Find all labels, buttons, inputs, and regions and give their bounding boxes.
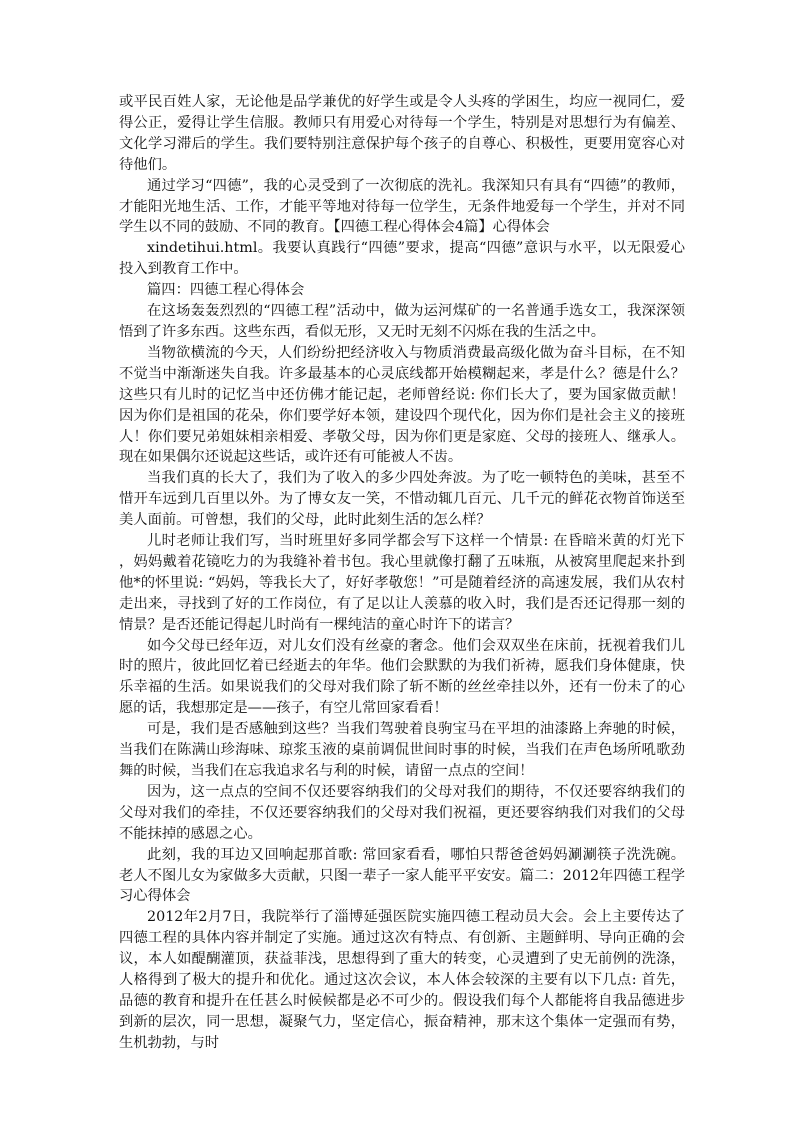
paragraph-10: 可是，我们是否感触到这些？当我们驾驶着良驹宝马在平坦的油漆路上奔驰的时候，当我们在陈满山珍海味、琼浆玉液的桌前调侃世间时事的时候，当我们在声色场所吼歌劲舞的时候，当我们在忘我追求名与利的时候，请留一点点的空间！ (119, 721, 685, 779)
paragraph-11: 因为，这一点点的空间不仅还要容纳我们的父母对我们的期待，不仅还要容纳我们的父母对我们的牵挂，不仅还要容纳我们的父母对我们祝福，更还要容纳我们对我们的父母不能抹掉的感恩之心。 (119, 783, 685, 842)
document-page (119, 92, 685, 1054)
paragraph-3: xindetihui.html。我要认真践行“四德”要求，提高“四德”意识与水平，以无限爱心投入到教育工作中。 (119, 240, 685, 278)
section-heading: 篇四：四德工程心得体会 (147, 282, 305, 299)
paragraph-12: 此刻，我的耳边又回响起那首歌: 常回家看看，哪怕只帮爸爸妈妈涮涮筷子洗洗碗。老人不图儿女为家做多大贡献，只图一辈子一家人能平平安安。篇二：2012年四德工程学习心得体会 (119, 846, 685, 905)
paragraph-6: 当物欲横流的今天，人们纷纷把经济收入与物质消费最高级化做为奋斗目标，在不知不觉当中渐渐迷失自我。许多最基本的心灵底线都开始模糊起来，孝是什么？德是什么？这些只有儿时的记忆当中还仿佛才能记起，老师曾经说: 你们长大了，要为国家做贡献！因为你们是祖国的花朵，你们要学好本领，建设四个现代化，因为你们是社会主义的接班人！你们要兄弟姐妹相亲相爱、孝敬父母，因为你们更是家庭、父母的接班人、继承人。现在如果偶尔还说起这些话，或许还有可能被人不齿。 (119, 344, 685, 466)
paragraph-8: 儿时老师让我们写，当时班里好多同学都会写下这样一个情景: 在昏暗米黄的灯光下，妈妈戴着花镜吃力的为我缝补着书包。我心里就像打翻了五味瓶，从被窝里爬起来扑到他*的怀里说: “妈妈，等我长大了，好好孝敬您！”可是随着经济的高速发展，我们从农村走出来，寻找到了好的工作岗位，有了足以让人羡慕的收入时，我们是否还记得那一刻的情景？是否还能记得起儿时尚有一棵纯洁的童心时许下的诺言？ (119, 533, 685, 633)
paragraph-2: 通过学习“四德”，我的心灵受到了一次彻底的洗礼。我深知只有具有“四德”的教师，才能阳光地生活、工作，才能平等地对待每一位学生，无条件地爱每一个学生，并对不同学生以不同的鼓励、不同的教育。【四德工程心得体会4篇】心得体会 (119, 177, 685, 236)
paragraph-1: 或平民百姓人家，无论他是品学兼优的好学生或是令人头疼的学困生，均应一视同仁，爱得公正，爱得让学生信服。教师只有用爱心对待每一个学生，特别是对思想行为有偏差、文化学习滞后的学生。我们要特别注意保护每个孩子的自尊心、积极性，更要用宽容心对待他们。 (119, 94, 685, 173)
paragraph-7: 当我们真的长大了，我们为了收入的多少四处奔波。为了吃一顿特色的美味，甚至不惜开车远到几百里以外。为了博女友一笑，不惜动辄几百元、几千元的鲜花衣物首饰送至美人面前。可曾想，我们的父母，此时此刻生活的怎么样？ (119, 470, 685, 529)
paragraph-9: 如今父母已经年迈，对儿女们没有丝豪的奢念。他们会双双坐在床前，抚视着我们儿时的照片，彼此回忆着已经逝去的年华。他们会默默的为我们祈祷，愿我们身体健康，快乐幸福的生活。如果说我们的父母对我们除了斩不断的丝丝牵挂以外，还有一份未了的心愿的话，我想那定是——孩子，有空儿常回家看看！ (119, 637, 685, 717)
paragraph-5: 在这场轰轰烈烈的“四德工程”活动中，做为运河煤矿的一名普通手选女工，我深深领悟到了许多东西。这些东西，看似无形，又无时无刻不闪烁在我的生活之中。 (119, 303, 685, 340)
paragraph-13: 2012年2月7日，我院举行了淄博延强医院实施四德工程动员大会。会上主要传达了四德工程的具体内容并制定了实施。通过这次有特点、有创新、主题鲜明、导向正确的会议，本人如醍醐灌顶，获益菲浅，思想得到了重大的转变，心灵遭到了史无前例的洗涤，人格得到了极大的提升和优化。通过这次会议，本人体会较深的主要有以下几点: 首先，品德的教育和提升在任甚么时候候都是必不可少的。假设我们每个人都能将自我品德进步到新的层次，同一思想，凝聚气力，坚定信心，振奋精神，那末这个集体一定强而有势，生机勃勃，与时 (119, 909, 685, 1051)
